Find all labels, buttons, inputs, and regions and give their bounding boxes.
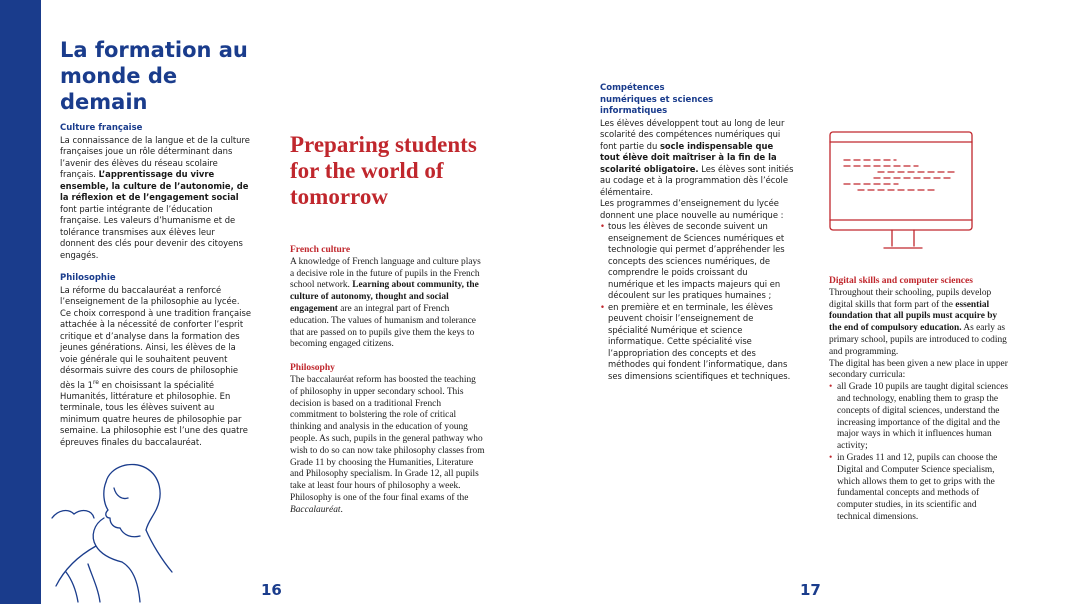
paragraph-french-culture: A knowledge of French language and culture plays a decisive role in the future of pupils in the French school network. Learning about community, the culture of autonomy, thought and social engagement are an integral part of French education. The values of humanism and tolerance that are passed on to pupils give them the keys to becoming engaged citizens. (290, 256, 481, 350)
bullet-dot-icon: • (829, 452, 833, 463)
bullet-dot-icon: • (600, 221, 605, 231)
page-number-16: 16 (261, 581, 282, 599)
paragraph-philosophy: The baccalauréat reform has boosted the teaching of philosophy in upper secondary school. This decision is based on a traditional French commitment to bolstering the role of critical thinking and analysis in the education of young people. As such, pupils in the general pathway who wish to do so can now take philosophy classes from Grade 11 by choosing the Humanities, Literature and Philosophy specialism. In Grade 12, all pupils take at least four hours of philosophy a week. Philosophy is one of the four final exams of the Baccalauréat. (290, 374, 485, 515)
heading-french-culture: French culture (290, 245, 351, 255)
code-monitor-icon (828, 128, 978, 252)
paragraph-new-place: The digital has been given a new place in upper secondary curricula: (829, 358, 1008, 381)
list-en-digital (829, 382, 1009, 524)
column-fr-culture-philosophy (60, 123, 252, 448)
paragraph-philosophie: La réforme du baccalauréat a renforcé l’enseignement de la philosophie au lycée. Ce choix correspond à une tradition française attachée à la nécessité de conforter l’esprit critique et d’analyse dans la formation des jeunes générations. Ainsi, les élèves de la voie générale qui le souhaitent peuvent désormais suivre des cours de philosophie dès la 1re en choisissant la spécialité Humanités, littérature et philosophie. En terminale, tous les élèves suivent au minimum quatre heures de philosophie par semaine. La philosophie est l’une des quatre épreuves finales du baccalauréat. (60, 284, 252, 447)
heading-philosophie: Philosophie (60, 273, 116, 283)
bullet-dot-icon: • (829, 382, 833, 393)
list-item: • tous les élèves de seconde suivent un enseignement de Sciences numériques et technologie qui permet d’appréhender les concepts des sciences numériques, de comprendre le poids croissant du numérique et les impacts majeurs qui en découlent sur les pratiques humaines ; (600, 221, 785, 300)
page-title-fr: La formation au monde de demain (60, 38, 248, 114)
heading-culture-francaise: Culture française (60, 123, 143, 133)
paragraph-culture-francaise: La connaissance de la langue et de la culture françaises joue un rôle déterminant dans l’avenir des élèves du réseau scolaire français. L’apprentissage du vivre ensemble, la culture de l’autonomie, de la réflexion et de l’engagement social font partie intégrante de l’éducation française. Les valeurs d’humanisme et de tolérance transmises aux élèves leur donnent des clés pour devenir des citoyens engagés. (60, 134, 250, 260)
list-fr-numerique (600, 221, 795, 382)
page-number-17: 17 (800, 581, 821, 599)
column-en-culture-philosophy (290, 245, 485, 517)
thinker-line-drawing-icon (48, 452, 178, 604)
page-title-en: Preparing students for the world of tomorrow (290, 132, 477, 209)
paragraph-digital-intro: Throughout their schooling, pupils develop digital skills that form part of the essential foundation that all pupils must acquire by the end of compulsory education. As early as primary school, pupils are introduced to coding and programming. (829, 287, 1007, 357)
blue-spine-band (0, 0, 41, 604)
heading-competences-numeriques: Compétences numériques et sciences informatiques (600, 83, 714, 116)
bullet-dot-icon: • (600, 301, 605, 312)
list-item: • in Grades 11 and 12, pupils can choose the Digital and Computer Science specialism, which allows them to get to grips with the fundamental concepts and methods of computer studies, in its scientific and technical dimensions. (829, 452, 998, 522)
heading-digital-skills: Digital skills and computer sciences (829, 276, 973, 286)
list-item: • all Grade 10 pupils are taught digital sciences and technology, enabling them to grasp the concepts of digital sciences, understand the increasing importance of the digital and the major ways in which it influences human activity; (829, 382, 1009, 452)
column-en-digital (829, 276, 1009, 524)
list-item: • en première et en terminale, les élèves peuvent choisir l’enseignement de spécialité Numérique et science informatique. Cette spécialité vise l’appropriation des concepts et des méthodes qui fondent l’informatique, dans ses dimensions scientifiques et techniques. (600, 301, 791, 381)
heading-philosophy: Philosophy (290, 363, 335, 374)
paragraph-competences-intro: Les élèves développent tout au long de leur scolarité des compétences numériques qui font partie du socle indispensable que tout élève doit maîtriser à la fin de la scolarité obligatoire. Les élèves sont initiés au codage et à la programmation dès l’école élémentaire. (600, 117, 794, 197)
paragraph-programmes-lycee: Les programmes d’enseignement du lycée donnent une place nouvelle au numérique : (600, 198, 784, 220)
column-fr-numerique (600, 83, 795, 382)
